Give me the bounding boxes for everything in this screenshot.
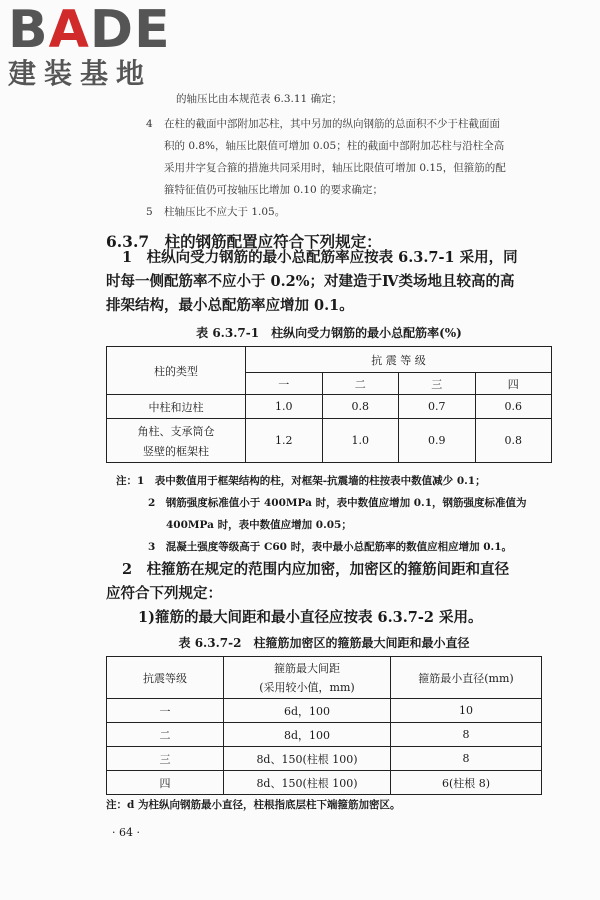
table-row [107, 723, 542, 747]
table2-row1-spacing: 6d，100 [224, 699, 391, 723]
table2-header-spacing-line2: (采用较小值，mm) [259, 681, 355, 694]
item5-text: 柱轴压比不应大于 1.05。 [164, 206, 286, 218]
table-row [107, 395, 552, 419]
table2-header-spacing-line1: 箍筋最大间距 [274, 662, 340, 675]
table1-row1-val1: 1.0 [246, 395, 323, 419]
table2-row1-diameter: 10 [391, 699, 542, 723]
para2-line3: 1)箍筋的最大间距和最小直径应按表 6.3.7-2 采用。 [138, 609, 483, 626]
table1-grade-3: 三 [399, 373, 476, 395]
table1-row2-type-line2: 竖壁的框架柱 [143, 444, 209, 458]
table1-header-group: 抗 震 等 级 [246, 347, 552, 373]
table1-row1-val3: 0.7 [399, 395, 476, 419]
item4-line4: 箍特征值仍可按轴压比增加 0.10 的要求确定； [164, 184, 384, 196]
item4-line1: 在柱的截面中部附加芯柱，其中另加的纵向钢筋的总面积不少于柱截面面 [164, 118, 500, 130]
table1-caption: 表 6.3.7-1 柱纵向受力钢筋的最小总配筋率(%) [196, 326, 462, 340]
table2-row3-diameter: 8 [391, 747, 542, 771]
logo-chinese: 建装基地 [8, 57, 153, 90]
table1-note2a: 2 钢筋强度标准值小于 400MPa 时，表中数值应增加 0.1，钢筋强度标准值为 [148, 497, 527, 509]
table1-row2-val2: 1.0 [322, 419, 399, 463]
item4-line3: 采用井字复合箍的措施共同采用时，轴压比限值可增加 0.15，但箍筋的配 [164, 162, 506, 174]
logo-wordmark: BADE [8, 0, 171, 60]
table2-row3-spacing: 8d、150(柱根 100) [224, 747, 391, 771]
table-row [107, 771, 542, 795]
para2-line1: 2 柱箍筋在规定的范围内应加密，加密区的箍筋间距和直径 [122, 561, 510, 578]
table2-row2-grade: 二 [107, 723, 224, 747]
table2-row2-diameter: 8 [391, 723, 542, 747]
table1-row2-type [107, 419, 246, 463]
table1 [106, 346, 552, 463]
table1-row2-type-line1: 角柱、支承筒仓 [137, 424, 215, 438]
table1-grade-2: 二 [322, 373, 399, 395]
table1-grade-4: 四 [475, 373, 552, 395]
table1-row1-val2: 0.8 [322, 395, 399, 419]
para1-line1: 1 柱纵向受力钢筋的最小总配筋率应按表 6.3.7-1 采用，同 [122, 249, 518, 266]
table1-grade-1: 一 [246, 373, 323, 395]
table2-row2-spacing: 8d，100 [224, 723, 391, 747]
table2-row4-grade: 四 [107, 771, 224, 795]
item4-number: 4 [146, 118, 153, 130]
para1-line3: 排架结构，最小总配筋率应增加 0.1。 [106, 297, 354, 314]
table-row [107, 747, 542, 771]
table1-note3: 3 混凝土强度等级高于 C60 时，表中最小总配筋率的数值应相应增加 0.1。 [148, 541, 513, 553]
table2 [106, 656, 542, 795]
item4-line2: 积的 0.8%，轴压比限值可增加 0.05；柱的截面中部附加芯柱与沿柱全高 [164, 140, 505, 152]
table1-note2b: 400MPa 时，表中数值应增加 0.05； [166, 519, 352, 531]
table2-header-spacing [224, 657, 391, 699]
item5-number: 5 [146, 206, 153, 218]
table1-row1-type: 中柱和边柱 [107, 395, 246, 419]
table1-row2-val4: 0.8 [475, 419, 552, 463]
clause-number: 6.3.7 [106, 232, 150, 251]
table-row [107, 419, 552, 463]
table2-row3-grade: 三 [107, 747, 224, 771]
table2-row1-grade: 一 [107, 699, 224, 723]
prior-line0: 的轴压比由本规范表 6.3.11 确定； [176, 93, 343, 105]
page-number: · 64 · [112, 826, 140, 839]
table1-row2-val1: 1.2 [246, 419, 323, 463]
table2-row4-diameter: 6(柱根 8) [391, 771, 542, 795]
para2-line2: 应符合下列规定： [106, 585, 222, 602]
table1-row2-val3: 0.9 [399, 419, 476, 463]
table2-note: 注：d 为柱纵向钢筋最小直径，柱根指底层柱下端箍筋加密区。 [106, 799, 401, 811]
table1-note1: 注：1 表中数值用于框架结构的柱，对框架-抗震墙的柱按表中数值减少 0.1； [116, 475, 486, 487]
table-row [107, 699, 542, 723]
bade-logo [8, 0, 178, 90]
table2-row4-spacing: 8d、150(柱根 100) [224, 771, 391, 795]
table2-caption: 表 6.3.7-2 柱箍筋加密区的箍筋最大间距和最小直径 [178, 636, 470, 650]
clause-title: 柱的钢筋配置应符合下列规定： [164, 232, 382, 251]
table1-header-type: 柱的类型 [107, 347, 246, 395]
table2-header-diameter: 箍筋最小直径(mm) [391, 657, 542, 699]
table1-row1-val4: 0.6 [475, 395, 552, 419]
para1-line2: 时每一侧配筋率不应小于 0.2%；对建造于Ⅳ类场地且较高的高 [106, 273, 515, 290]
table2-header-grade: 抗震等级 [107, 657, 224, 699]
